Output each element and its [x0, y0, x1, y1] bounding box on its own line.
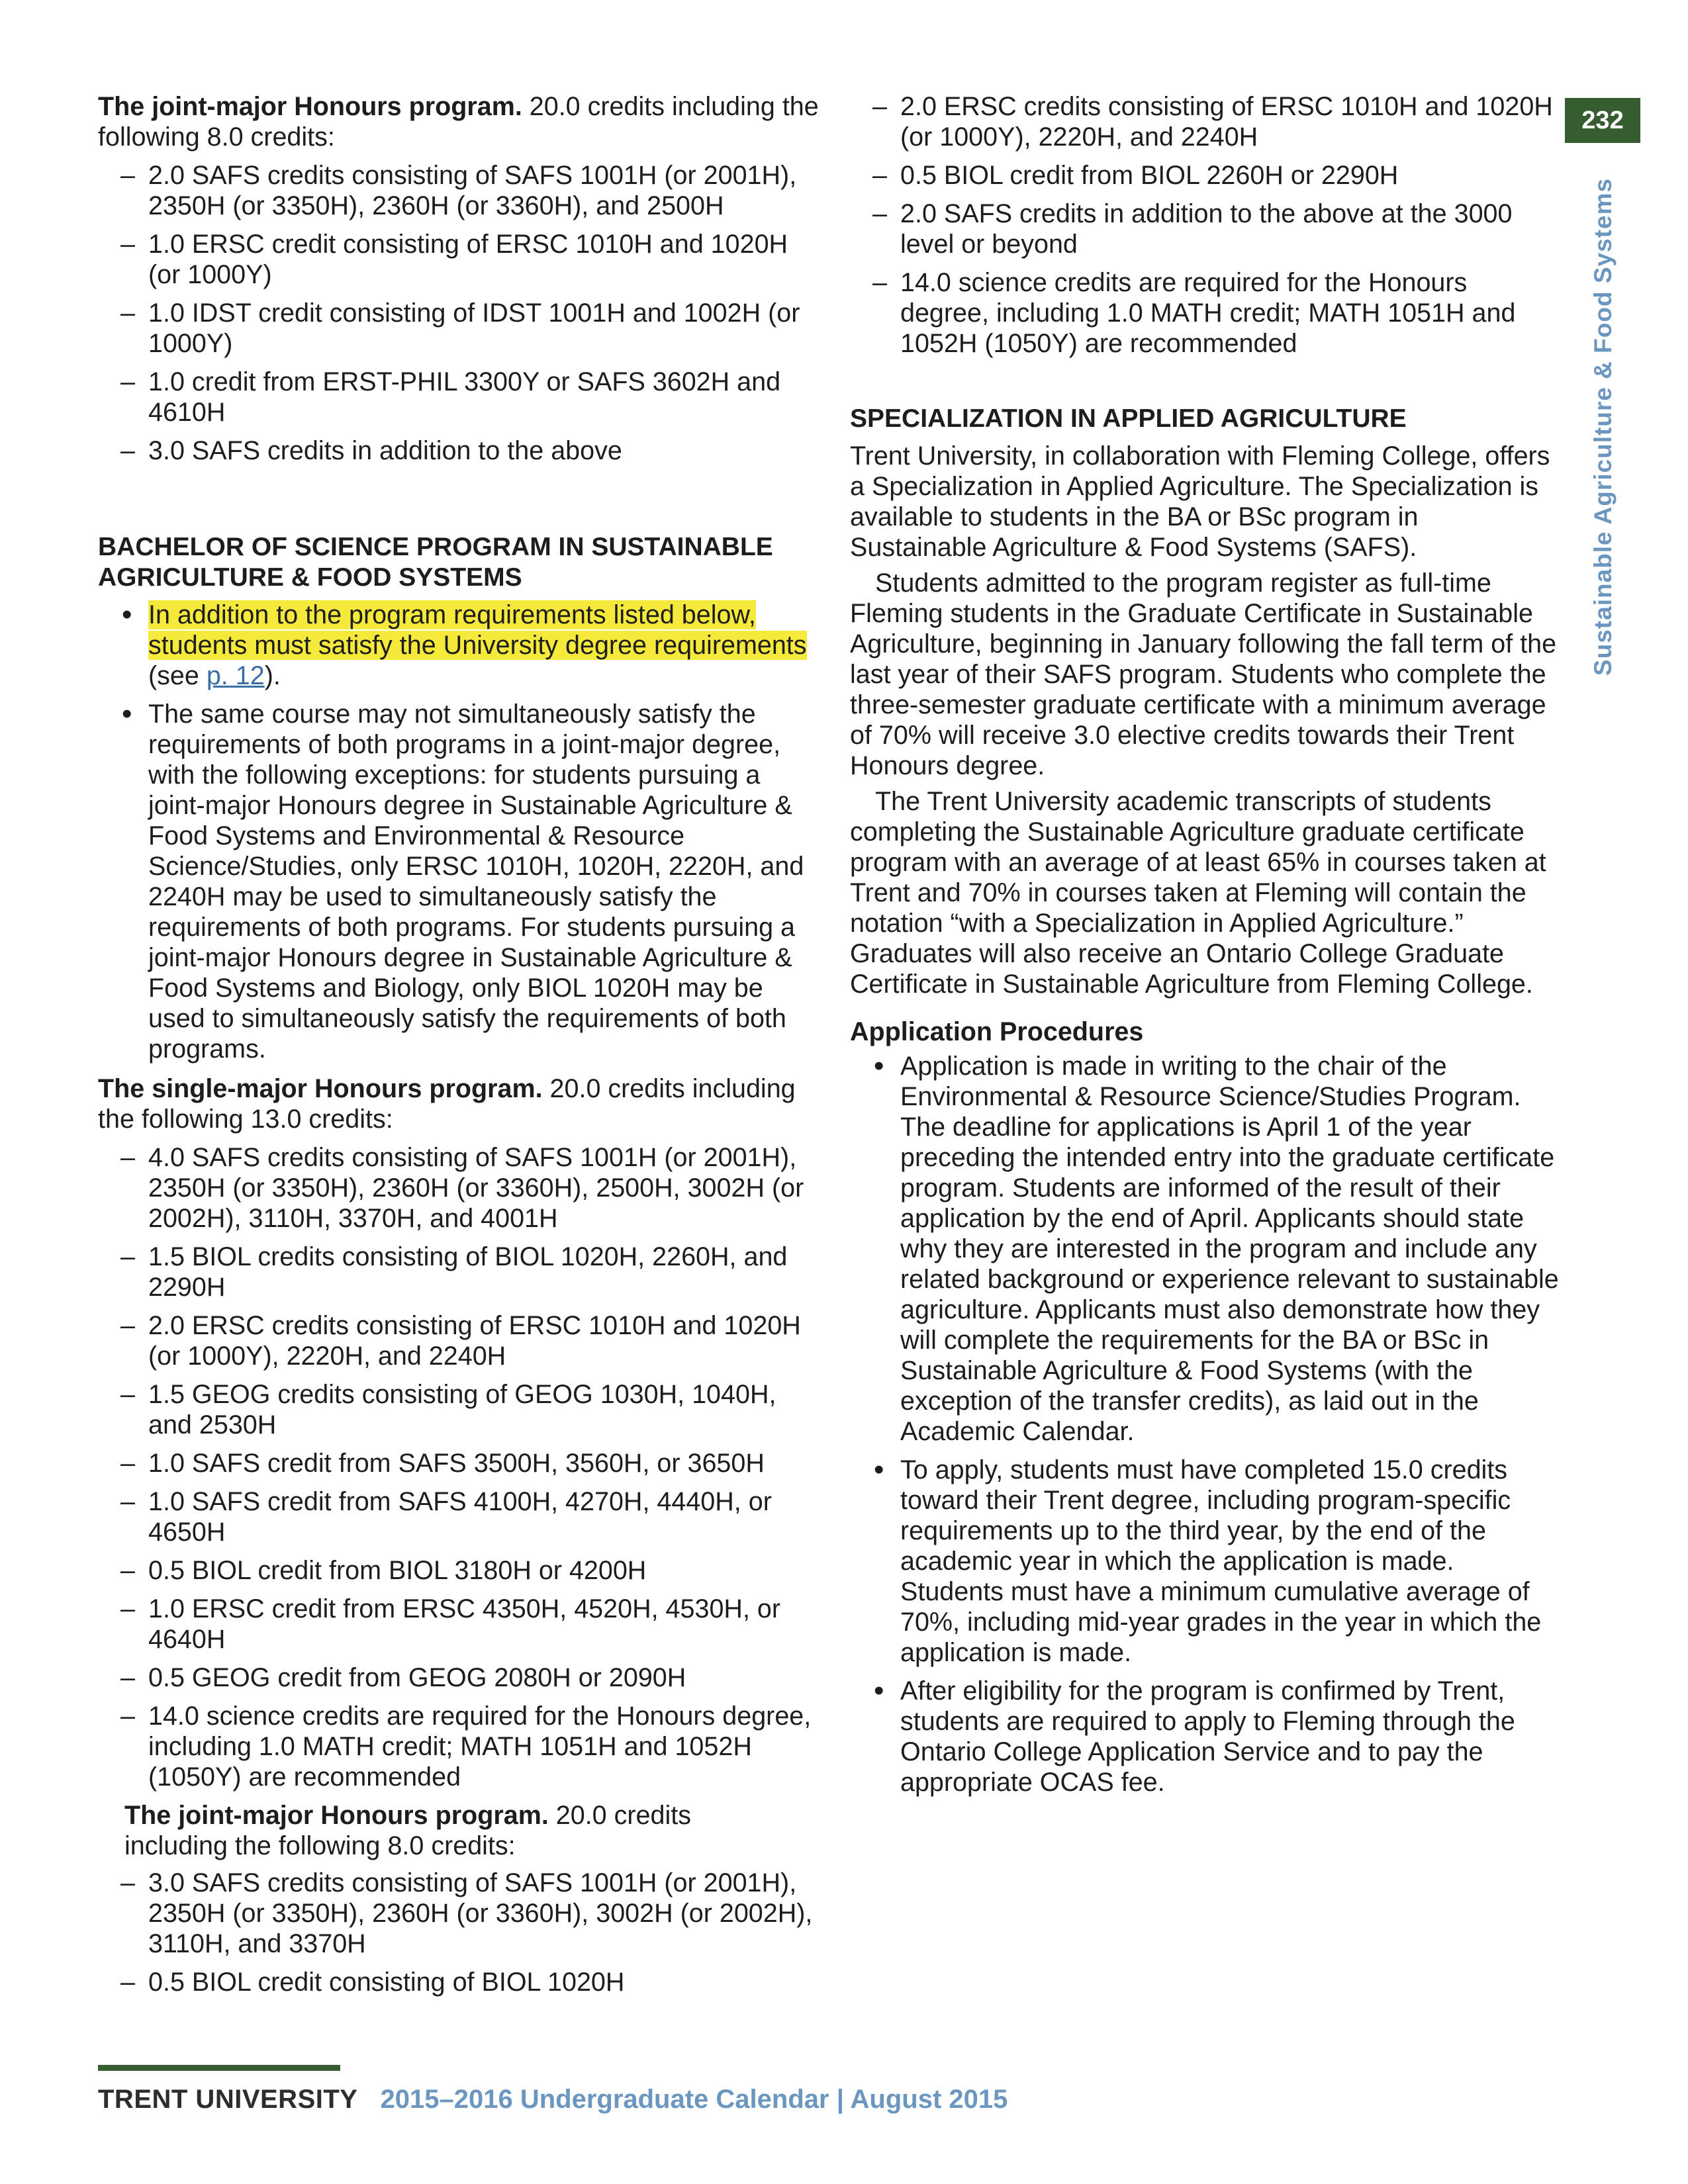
page-12-link[interactable]: p. 12 [206, 661, 265, 690]
single-major-program-title: The single-major Honours program. [98, 1074, 543, 1103]
joint-major-program-2-intro [124, 1800, 800, 1861]
page-footer [98, 2085, 1008, 2115]
specialization-paragraph: Trent University, in collaboration with Fleming College, offers a Specialization in Applied Agriculture. The Specialization is available to students in the BA or BSc program in Sustainable Agriculture & Food Systems (SAFS). [850, 441, 1550, 562]
list-item: – 3.0 SAFS credits in addition to the above [98, 435, 820, 466]
list-item: – 1.0 ERSC credit from ERSC 4350H, 4520H, 4530H, or 4640H [98, 1594, 820, 1655]
footer-calendar: 2015–2016 Undergraduate Calendar | August 2015 [380, 2085, 1008, 2114]
footer-university: TRENT UNIVERSITY [98, 2085, 358, 2114]
continued-requirements-list [850, 91, 1561, 359]
list-item: – 0.5 BIOL credit from BIOL 2260H or 2290H [850, 160, 1561, 191]
list-item: • To apply, students must have completed 15.0 credits toward their Trent degree, including program-specific requirements up to the third year, by the end of the academic year in which the application is made. Students must have a minimum cumulative average of 70%, including mid-year grades in the year in which the application is made. [850, 1455, 1561, 1668]
list-item: – 14.0 science credits are required for the Honours degree, including 1.0 MATH credit; MATH 1051H and 1052H (1050Y) are recommended [850, 267, 1561, 359]
footer-rule [98, 2065, 340, 2071]
list-item: – 1.0 credit from ERST-PHIL 3300Y or SAFS 3602H and 4610H [98, 367, 820, 428]
section-side-title: Sustainable Agriculture & Food Systems [1589, 177, 1617, 676]
section-side-tab [1570, 165, 1636, 688]
list-item: – 2.0 ERSC credits consisting of ERSC 1010H and 1020H (or 1000Y), 2220H, and 2240H [850, 91, 1561, 152]
left-column [98, 91, 820, 2005]
page-number: 232 [1581, 106, 1624, 134]
list-item: – 1.5 GEOG credits consisting of GEOG 1030H, 1040H, and 2530H [98, 1379, 820, 1440]
list-item: – 1.5 BIOL credits consisting of BIOL 1020H, 2260H, and 2290H [98, 1242, 820, 1302]
list-item: – 0.5 GEOG credit from GEOG 2080H or 2090H [98, 1662, 820, 1693]
application-procedures-heading: Application Procedures [850, 1017, 1144, 1046]
bsc-program-bullets [98, 600, 820, 1064]
list-item: – 4.0 SAFS credits consisting of SAFS 1001H (or 2001H), 2350H (or 3350H), 2360H (or 3360H), 2500H, 3002H (or 2002H), 3110H, 3370H, and 4001H [98, 1142, 820, 1234]
list-item: – 2.0 SAFS credits in addition to the above at the 3000 level or beyond [850, 199, 1561, 259]
joint-major-program-1-text: 20.0 credits including the following 8.0 credits: [98, 92, 819, 152]
list-item: • The same course may not simultaneously satisfy the requirements of both programs in a joint-major degree, with the following exceptions: for students pursuing a joint-major Honours degree in Sustainable Agriculture & Food Systems and Environmental & Resource Science/Studies, only ERSC 1010H, 1020H, 2220H, and 2240H may be used to simultaneously satisfy the requirements of both programs. For students pursuing a joint-major Honours degree in Sustainable Agriculture & Food Systems and Biology, only BIOL 1020H may be used to simultaneously satisfy the requirements of both programs. [98, 699, 820, 1064]
page-number-badge [1565, 98, 1640, 143]
single-major-program-text: 20.0 credits including the following 13.0 credits: [98, 1074, 796, 1134]
right-column [850, 91, 1561, 1807]
single-major-program-intro [98, 1073, 820, 1134]
list-item: – 2.0 ERSC credits consisting of ERSC 1010H and 1020H (or 1000Y), 2220H, and 2240H [98, 1310, 820, 1371]
joint-major-program-1-intro [98, 91, 820, 152]
single-major-program-list [98, 1142, 820, 1792]
application-procedures-list [850, 1051, 1561, 1797]
joint-major-program-2-list [98, 1868, 820, 1997]
joint-major-program-2-title: The joint-major Honours program. [124, 1801, 549, 1830]
list-item: – 1.0 SAFS credit from SAFS 3500H, 3560H, or 3650H [98, 1448, 820, 1479]
joint-major-program-1-title: The joint-major Honours program. [98, 92, 522, 121]
list-item: – 0.5 BIOL credit from BIOL 3180H or 4200H [98, 1555, 820, 1586]
list-item: – 14.0 science credits are required for the Honours degree, including 1.0 MATH credit; MATH 1051H and 1052H (1050Y) are recommended [98, 1701, 820, 1792]
specialization-paragraph: Students admitted to the program register as full-time Fleming students in the Graduate Certificate in Sustainable Agriculture, beginning in January following the fall term of the last year of their SAFS program. Students who complete the three-semester graduate certificate with a minimum average of 70% will receive 3.0 elective credits towards their Trent Honours degree. [850, 569, 1557, 780]
list-item: – 1.0 IDST credit consisting of IDST 1001H and 1002H (or 1000Y) [98, 298, 820, 359]
specialization-heading: SPECIALIZATION IN APPLIED AGRICULTURE [850, 404, 1407, 433]
joint-major-program-2-text: 20.0 credits including the following 8.0 credits: [124, 1801, 691, 1860]
list-item: – 2.0 SAFS credits consisting of SAFS 1001H (or 2001H), 2350H (or 3350H), 2360H (or 3360H), and 2500H [98, 160, 820, 221]
list-item: – 1.0 SAFS credit from SAFS 4100H, 4270H, 4440H, or 4650H [98, 1486, 820, 1547]
bsc-program-heading: BACHELOR OF SCIENCE PROGRAM IN SUSTAINABLE AGRICULTURE & FOOD SYSTEMS [98, 533, 773, 592]
highlighted-text: In addition to the program requirements listed below, students must satisfy the University degree requirements [148, 600, 807, 660]
joint-major-program-2 [98, 1800, 820, 1861]
list-item: • In addition to the program requirements listed below, students must satisfy the University degree requirements (see p. 12). [98, 600, 820, 691]
specialization-paragraph: The Trent University academic transcripts of students completing the Sustainable Agriculture graduate certificate program with an average of at least 65% in courses taken at Trent and 70% in courses taken at Fleming will contain the notation “with a Specialization in Applied Agriculture.” Graduates will also receive an Ontario College Graduate Certificate in Sustainable Agriculture from Fleming College. [850, 787, 1546, 999]
list-item: – 0.5 BIOL credit consisting of BIOL 1020H [98, 1967, 820, 1997]
list-item: – 1.0 ERSC credit consisting of ERSC 1010H and 1020H (or 1000Y) [98, 229, 820, 290]
joint-major-program-1-list [98, 160, 820, 466]
list-item: • Application is made in writing to the chair of the Environmental & Resource Science/Studies Program. The deadline for applications is April 1 of the year preceding the intended entry into the graduate certificate program. Students are informed of the result of their application by the end of April. Applicants should state why they are interested in the program and include any related background or experience relevant to sustainable agriculture. Applicants must also demonstrate how they will complete the requirements for the BA or BSc in Sustainable Agriculture & Food Systems (with the exception of the transfer credits), as laid out in the Academic Calendar. [850, 1051, 1561, 1447]
list-item: • After eligibility for the program is confirmed by Trent, students are required to apply to Fleming through the Ontario College Application Service and to pay the appropriate OCAS fee. [850, 1676, 1561, 1797]
list-item: – 3.0 SAFS credits consisting of SAFS 1001H (or 2001H), 2350H (or 3350H), 2360H (or 3360H), 3002H (or 2002H), 3110H, and 3370H [98, 1868, 820, 1959]
